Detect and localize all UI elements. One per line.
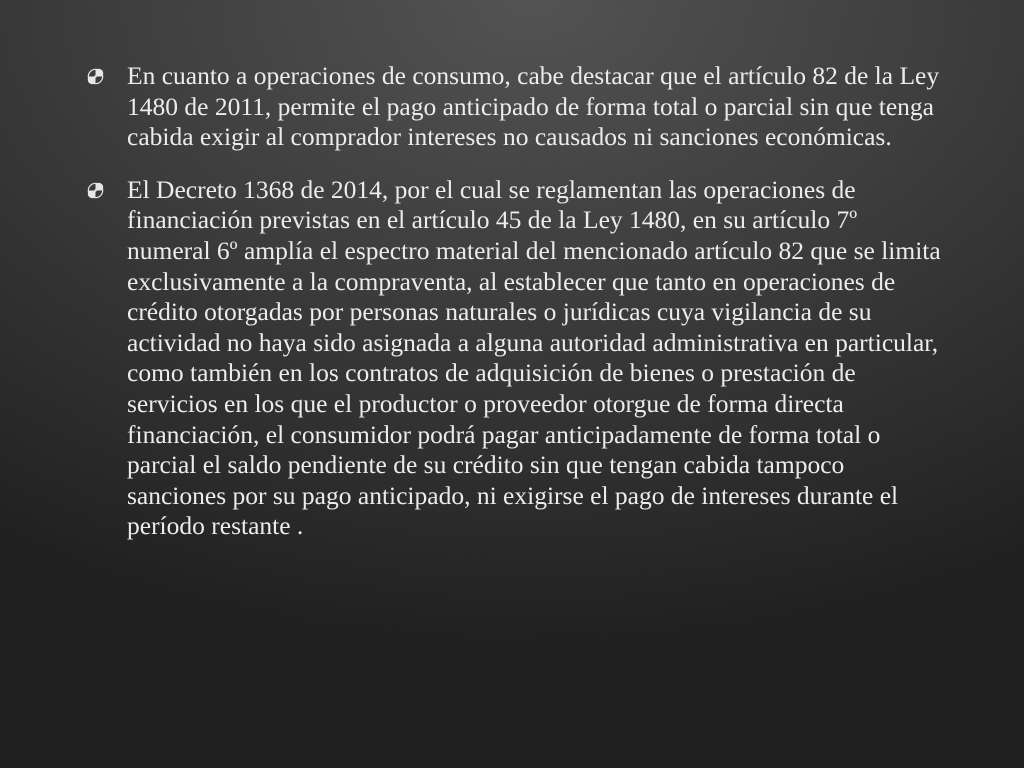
bullet-text: En cuanto a operaciones de consumo, cabe destacar que el artículo 82 de la Ley 1480 de 2011, permite el pago anticipado de forma total o parcial sin que tenga cabida exigir al comprador intereses no causados ni sanciones económicas. — [127, 61, 940, 152]
bullet-item — [86, 175, 946, 542]
bullet-list — [86, 61, 946, 564]
quatrefoil-bullet-icon — [87, 182, 104, 199]
quatrefoil-bullet-icon — [87, 68, 104, 85]
bullet-text: El Decreto 1368 de 2014, por el cual se reglamentan las operaciones de financiación previstas en el artículo 45 de la Ley 1480, en su artículo 7º numeral 6º amplía el espectro material del mencionado artículo 82 que se limita exclusivamente a la compraventa, al establecer que tanto en operaciones de crédito otorgadas por personas naturales o jurídicas cuya vigilancia de su actividad no haya sido asignada a alguna autoridad administrativa en particular, como también en los contratos de adquisición de bienes o prestación de servicios en los que el productor o proveedor otorgue de forma directa financiación, el consumidor podrá pagar anticipadamente de forma total o parcial el saldo pendiente de su crédito sin que tengan cabida tampoco sanciones por su pago anticipado, ni exigirse el pago de intereses durante el período restante . — [127, 174, 941, 541]
bullet-item — [86, 61, 946, 153]
